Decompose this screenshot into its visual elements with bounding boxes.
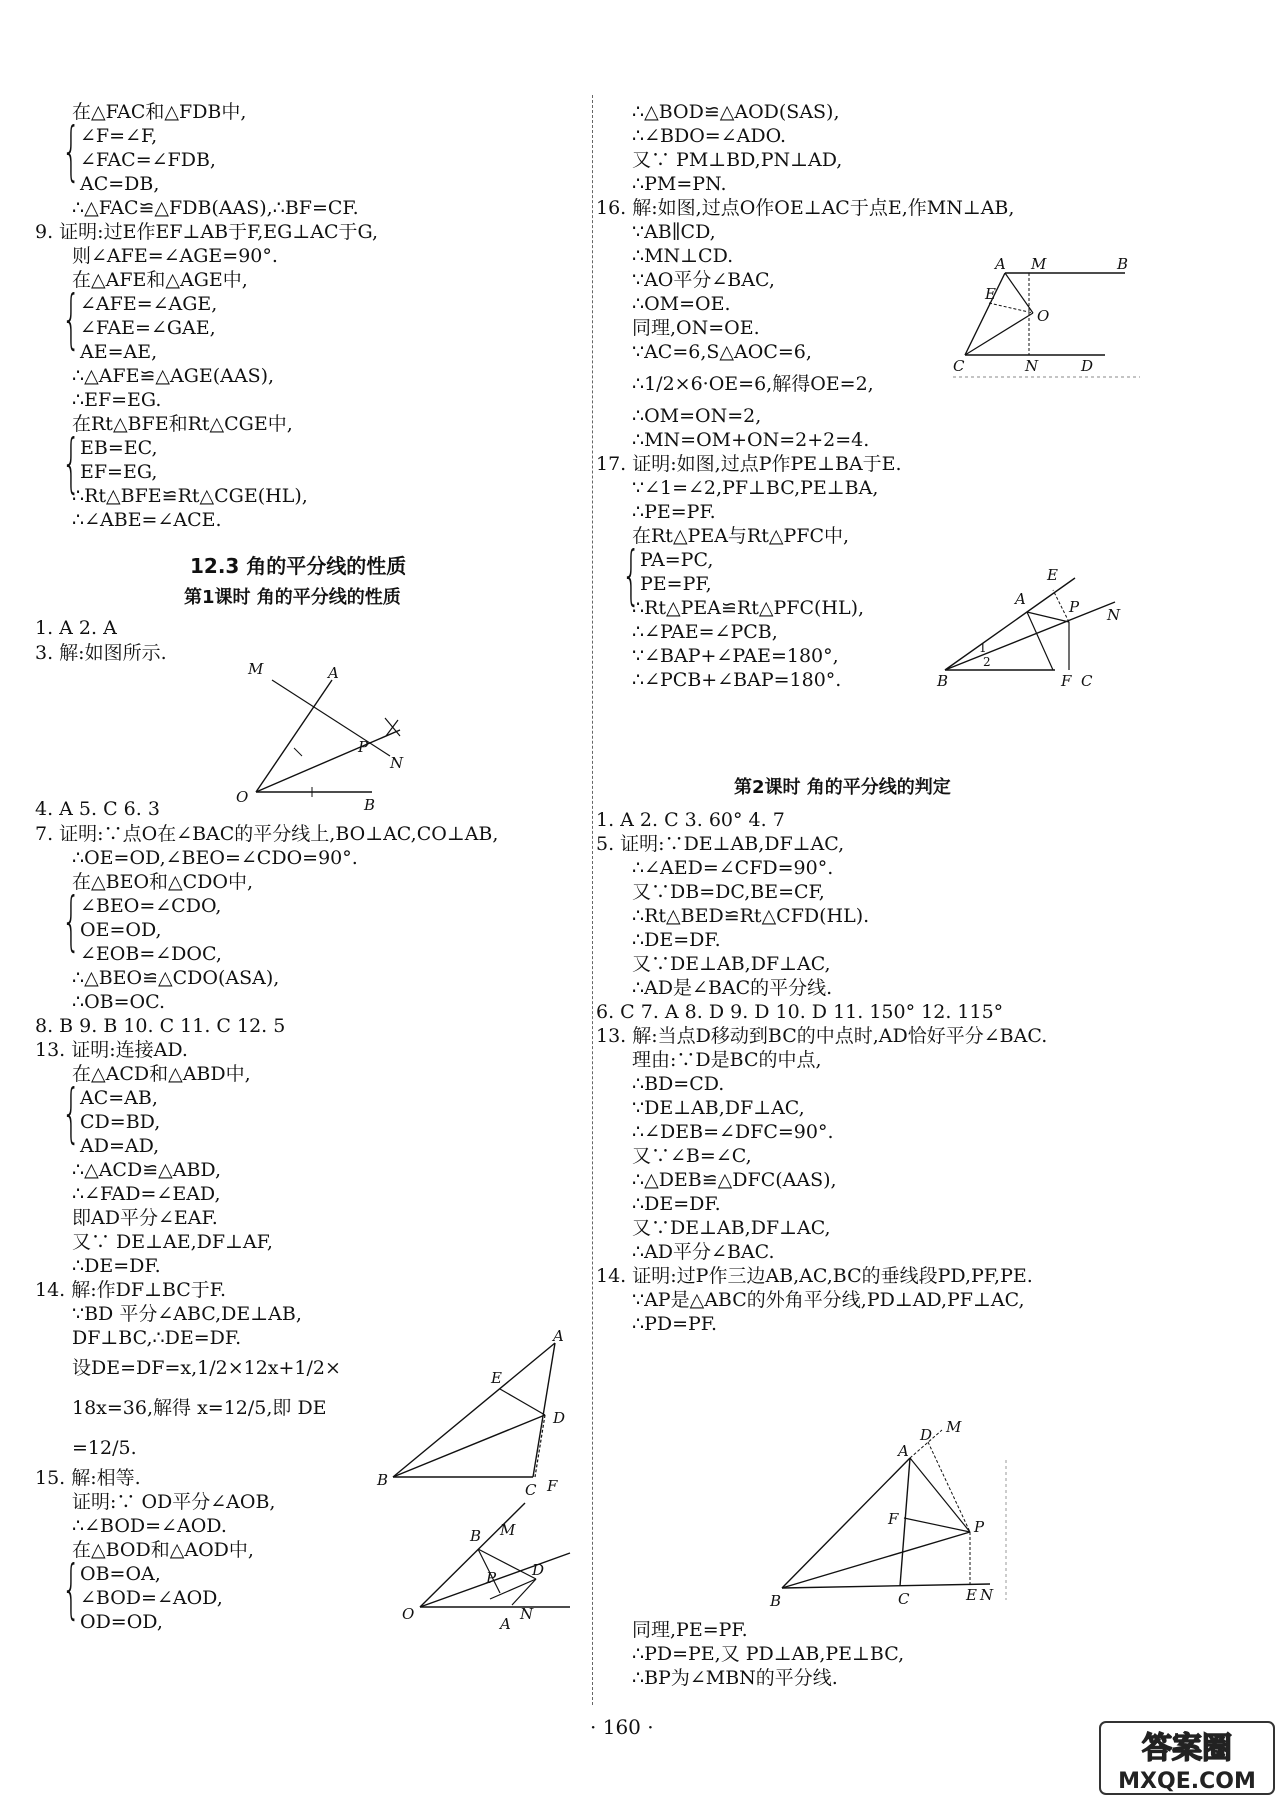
right-line: ∵∠BAP+∠PAE=180°, <box>632 645 839 667</box>
left-line: 又∵ DE⊥AE,DF⊥AF, <box>72 1231 273 1253</box>
left-line: 18x=36,解得 x=12/5,即 DE <box>72 1397 327 1419</box>
svg-text:A: A <box>995 255 1006 273</box>
svg-text:E: E <box>985 285 996 303</box>
left-line: ∴△AFE≌△AGE(AAS), <box>72 365 275 387</box>
svg-text:N: N <box>390 754 404 772</box>
svg-text:D: D <box>920 1426 933 1444</box>
left-line: 在△BEO和△CDO中, <box>72 871 254 893</box>
svg-text:B: B <box>937 672 949 690</box>
svg-text:A: A <box>553 1327 564 1345</box>
svg-text:B: B <box>770 1592 782 1610</box>
right-line: ∵∠1=∠2,PF⊥BC,PE⊥BA, <box>632 477 879 499</box>
svg-text:B: B <box>470 1527 482 1545</box>
svg-text:答案圈: 答案圈 <box>1142 1731 1232 1766</box>
right-line: 同理,PE=PF. <box>632 1619 748 1641</box>
svg-text:O: O <box>1037 307 1050 325</box>
right-line: 17. 证明:如图,过点P作PE⊥BA于E. <box>596 453 902 475</box>
svg-text:P: P <box>358 738 369 756</box>
left-line: AC=AB, <box>80 1087 158 1109</box>
svg-text:N: N <box>520 1605 534 1623</box>
svg-text:C: C <box>525 1481 537 1499</box>
right-line: ∴BP为∠MBN的平分线. <box>632 1667 838 1689</box>
brace-symbol: { <box>62 427 81 501</box>
svg-text:P: P <box>486 1569 497 1587</box>
left-line: 15. 解:相等. <box>35 1467 141 1489</box>
svg-text:D: D <box>553 1409 566 1427</box>
left-line: ∴OB=OC. <box>72 991 166 1013</box>
left-line: ∴Rt△BFE≌Rt△CGE(HL), <box>72 485 308 507</box>
left-line: ∴△ACD≌△ABD, <box>72 1159 222 1181</box>
left-line: OE=OD, <box>80 919 162 941</box>
left-line: 9. 证明:过E作EF⊥AB于F,EG⊥AC于G, <box>35 221 379 243</box>
left-line: EF=EG, <box>80 461 158 483</box>
left-line: 4. A 5. C 6. 3 <box>35 798 160 820</box>
right-line: ∴∠DEB=∠DFC=90°. <box>632 1121 834 1143</box>
right-line: 又∵ PM⊥BD,PN⊥AD, <box>632 149 843 171</box>
svg-text:F: F <box>547 1477 558 1495</box>
right-line: ∴∠PCB+∠BAP=180°. <box>632 669 842 691</box>
right-line: 13. 解:当点D移动到BC的中点时,AD恰好平分∠BAC. <box>596 1025 1048 1047</box>
svg-text:D: D <box>532 1561 545 1579</box>
svg-text:D: D <box>1081 357 1094 375</box>
svg-text:MXQE.COM: MXQE.COM <box>1118 1769 1256 1794</box>
left-line: =12/5. <box>72 1437 137 1459</box>
left-line: CD=BD, <box>80 1111 161 1133</box>
left-line: ∠BEO=∠CDO, <box>80 895 222 917</box>
right-line: ∴AD平分∠BAC. <box>632 1241 775 1263</box>
left-line: ∴△BEO≌△CDO(ASA), <box>72 967 280 989</box>
right-line: ∴DE=DF. <box>632 929 721 951</box>
right-line: ∴Rt△PEA≌Rt△PFC(HL), <box>632 597 865 619</box>
svg-text:C: C <box>1081 672 1093 690</box>
left-line: 14. 解:作DF⊥BC于F. <box>35 1279 227 1301</box>
right-line: ∴∠PAE=∠PCB, <box>632 621 778 643</box>
left-line: ∴∠BOD=∠AOD. <box>72 1515 227 1537</box>
svg-text:E: E <box>966 1586 977 1604</box>
svg-text:F: F <box>888 1510 899 1528</box>
left-line: ∴△FAC≌△FDB(AAS),∴BF=CF. <box>72 197 359 219</box>
svg-text:P: P <box>974 1518 985 1536</box>
left-line: ∴DE=DF. <box>72 1255 161 1277</box>
lesson1-answers: 1. A 2. A <box>35 617 117 639</box>
svg-text:O: O <box>236 788 249 806</box>
right-line: 又∵DE⊥AB,DF⊥AC, <box>632 1217 831 1239</box>
svg-text:M: M <box>946 1418 962 1436</box>
left-line: 在Rt△BFE和Rt△CGE中, <box>72 413 293 435</box>
figure-q17 <box>935 560 1135 690</box>
right-line: 在Rt△PEA与Rt△PFC中, <box>632 525 850 547</box>
right-line: ∴AD是∠BAC的平分线. <box>632 977 833 999</box>
svg-text:B: B <box>364 796 376 814</box>
right-line: ∴∠AED=∠CFD=90°. <box>632 857 834 879</box>
watermark-logo <box>1098 1720 1276 1796</box>
left-line: ∠AFE=∠AGE, <box>80 293 218 315</box>
left-line: ∠FAC=∠FDB, <box>80 149 216 171</box>
brace-symbol: { <box>62 283 81 357</box>
svg-text:C: C <box>953 357 965 375</box>
svg-text:2: 2 <box>983 655 991 669</box>
left-line: 设DE=DF=x,1/2×12x+1/2× <box>72 1357 341 1379</box>
lesson2-title: 第2课时 角的平分线的判定 <box>734 777 951 798</box>
right-line: ∴PD=PF. <box>632 1313 718 1335</box>
svg-text:F: F <box>1061 672 1072 690</box>
brace-symbol: { <box>62 885 81 959</box>
right-line: ∴MN=OM+ON=2+2=4. <box>632 429 870 451</box>
page-number: · 160 · <box>590 1715 654 1739</box>
right-line: ∴△DEB≌△DFC(AAS), <box>632 1169 837 1191</box>
brace-symbol: { <box>62 1553 81 1627</box>
left-line: AD=AD, <box>80 1135 160 1157</box>
svg-text:E: E <box>1047 566 1058 584</box>
right-line: 6. C 7. A 8. D 9. D 10. D 11. 150° 12. 115° <box>596 1001 1004 1023</box>
svg-text:1: 1 <box>979 641 987 655</box>
left-line: ∠BOD=∠AOD, <box>80 1587 223 1609</box>
figure-q16 <box>945 255 1145 385</box>
svg-text:M: M <box>500 1521 516 1539</box>
right-line: 又∵∠B=∠C, <box>632 1145 752 1167</box>
right-line: ∵AP是△ABC的外角平分线,PD⊥AD,PF⊥AC, <box>632 1289 1025 1311</box>
column-divider <box>592 95 593 1705</box>
left-line: ∠F=∠F, <box>80 125 158 147</box>
left-line: ∠EOB=∠DOC, <box>80 943 222 965</box>
left-line: 则∠AFE=∠AGE=90°. <box>72 245 278 267</box>
right-line: 5. 证明:∵DE⊥AB,DF⊥AC, <box>596 833 845 855</box>
right-line: ∴OM=OE. <box>632 293 731 315</box>
right-line: ∴MN⊥CD. <box>632 245 734 267</box>
svg-text:A: A <box>898 1442 909 1460</box>
left-line: 在△FAC和△FDB中, <box>72 101 247 123</box>
right-line: ∴∠BDO=∠ADO. <box>632 125 787 147</box>
left-line: 在△AFE和△AGE中, <box>72 269 248 291</box>
left-line: ∠FAE=∠GAE, <box>80 317 216 339</box>
left-line: 13. 证明:连接AD. <box>35 1039 188 1061</box>
left-line: 证明:∵ OD平分∠AOB, <box>72 1491 276 1513</box>
left-line: 在△ACD和△ABD中, <box>72 1063 251 1085</box>
left-line: ∵BD 平分∠ABC,DE⊥AB, <box>72 1303 302 1325</box>
left-line: AC=DB, <box>80 173 160 195</box>
svg-text:B: B <box>1117 255 1129 273</box>
svg-text:P: P <box>1069 598 1080 616</box>
left-line: OB=OA, <box>80 1563 161 1585</box>
right-line: 理由:∵D是BC的中点, <box>632 1049 822 1071</box>
right-line: ∵AB∥CD, <box>632 221 716 243</box>
svg-text:N: N <box>980 1586 994 1604</box>
right-line: ∴DE=DF. <box>632 1193 721 1215</box>
svg-text:B: B <box>377 1471 389 1489</box>
left-line: AE=AE, <box>80 341 158 363</box>
right-line: ∴PE=PF. <box>632 501 716 523</box>
svg-text:A: A <box>1015 590 1026 608</box>
figure-q3 <box>230 660 430 814</box>
figure-q14-left <box>375 1327 575 1500</box>
lesson1-q3: 3. 解:如图所示. <box>35 642 167 664</box>
svg-text:E: E <box>491 1369 502 1387</box>
svg-text:C: C <box>898 1590 910 1608</box>
right-line: 1. A 2. C 3. 60° 4. 7 <box>596 809 785 831</box>
right-line: 又∵DB=DC,BE=CF, <box>632 881 825 903</box>
right-line: ∴1/2×6·OE=6,解得OE=2, <box>632 373 874 395</box>
right-line: 又∵DE⊥AB,DF⊥AC, <box>632 953 831 975</box>
right-line: ∴PD=PE,又 PD⊥AB,PE⊥BC, <box>632 1643 905 1665</box>
svg-text:O: O <box>402 1605 415 1623</box>
left-line: ∴EF=EG. <box>72 389 162 411</box>
svg-text:M: M <box>1031 255 1047 273</box>
svg-text:N: N <box>1025 357 1039 375</box>
lesson1-title: 第1课时 角的平分线的性质 <box>184 587 401 608</box>
left-line: ∴∠FAD=∠EAD, <box>72 1183 221 1205</box>
brace-symbol: { <box>622 539 641 613</box>
right-line: 14. 证明:过P作三边AB,AC,BC的垂线段PD,PF,PE. <box>596 1265 1033 1287</box>
right-line: ∴△BOD≌△AOD(SAS), <box>632 101 840 123</box>
figure-q15 <box>400 1495 580 1635</box>
svg-text:N: N <box>1107 606 1121 624</box>
left-line: DF⊥BC,∴DE=DF. <box>72 1327 242 1349</box>
right-line: ∵AO平分∠BAC, <box>632 269 775 291</box>
left-line: ∴OE=OD,∠BEO=∠CDO=90°. <box>72 847 358 869</box>
brace-symbol: { <box>62 115 81 189</box>
right-line: PA=PC, <box>640 549 714 571</box>
left-line: 即AD平分∠EAF. <box>72 1207 218 1229</box>
left-line: 8. B 9. B 10. C 11. C 12. 5 <box>35 1015 286 1037</box>
fig3-label: M <box>248 660 264 678</box>
svg-text:A: A <box>500 1615 511 1633</box>
figure-q14-right <box>770 1420 1020 1610</box>
right-line: ∵DE⊥AB,DF⊥AC, <box>632 1097 805 1119</box>
left-line: 7. 证明:∵点O在∠BAC的平分线上,BO⊥AC,CO⊥AB, <box>35 823 499 845</box>
right-line: 同理,ON=OE. <box>632 317 760 339</box>
right-line: ∴Rt△BED≌Rt△CFD(HL). <box>632 905 870 927</box>
right-line: 16. 解:如图,过点O作OE⊥AC于点E,作MN⊥AB, <box>596 197 1015 219</box>
left-line: EB=EC, <box>80 437 158 459</box>
section-title: 12.3 角的平分线的性质 <box>190 554 407 578</box>
brace-symbol: { <box>62 1077 81 1151</box>
right-line: ∴OM=ON=2, <box>632 405 762 427</box>
right-line: ∵AC=6,S△AOC=6, <box>632 341 812 363</box>
right-line: PE=PF, <box>640 573 712 595</box>
right-line: ∴PM=PN. <box>632 173 727 195</box>
svg-text:A: A <box>328 664 339 682</box>
left-line: 在△BOD和△AOD中, <box>72 1539 254 1561</box>
left-line: OD=OD, <box>80 1611 163 1633</box>
left-line: ∴∠ABE=∠ACE. <box>72 509 222 531</box>
right-line: ∴BD=CD. <box>632 1073 725 1095</box>
